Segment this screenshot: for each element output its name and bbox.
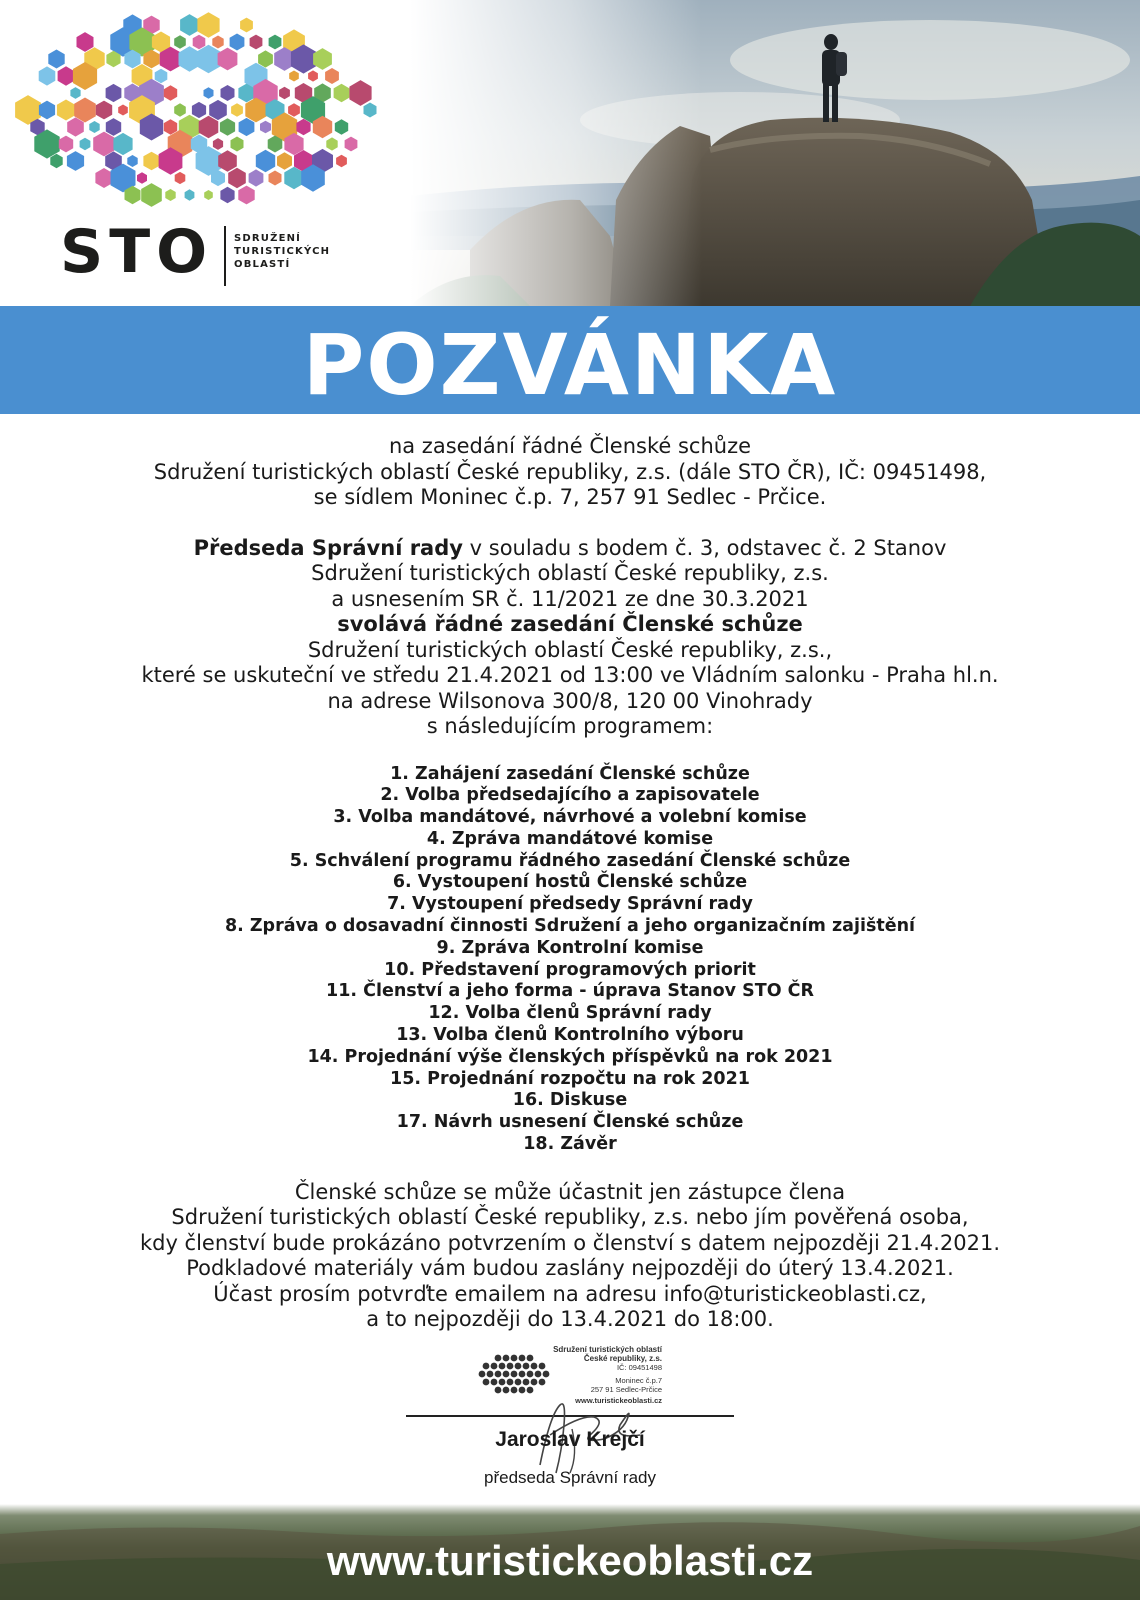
stamp-dot bbox=[495, 1355, 502, 1362]
agenda-item: 7. Vystoupení předsedy Správní rady bbox=[387, 894, 753, 915]
logo-subtitle bbox=[234, 232, 330, 271]
logo-hexagon bbox=[289, 71, 299, 82]
convocation-paragraph bbox=[40, 536, 1100, 740]
stamp-dot bbox=[511, 1371, 518, 1378]
invitation-body bbox=[40, 434, 1100, 1333]
logo-hexagon bbox=[204, 190, 213, 200]
logo-hexagon bbox=[288, 103, 300, 117]
logo-hexagon bbox=[118, 105, 128, 116]
stamp-dot bbox=[499, 1363, 506, 1370]
stamp-dot bbox=[479, 1371, 486, 1378]
stamp-dot bbox=[523, 1363, 530, 1370]
logo-hexagon bbox=[335, 119, 348, 135]
logo-hexagon bbox=[231, 103, 243, 117]
stamp-line: IČ: 09451498 bbox=[616, 1363, 662, 1372]
logo-hexagon bbox=[249, 169, 264, 186]
logo-hexagon bbox=[269, 171, 282, 186]
logo-hexagon bbox=[250, 35, 263, 50]
stamp-dot bbox=[495, 1371, 502, 1378]
logo-hexagon bbox=[228, 168, 246, 188]
stamp-dot bbox=[531, 1379, 538, 1386]
stamp-dot bbox=[523, 1379, 530, 1386]
logo-hexagon bbox=[277, 152, 292, 169]
logo-hexagon bbox=[106, 118, 121, 136]
stamp-dot bbox=[531, 1363, 538, 1370]
header bbox=[0, 0, 1140, 306]
logo-hexagon bbox=[89, 121, 99, 133]
logo-hexagon bbox=[141, 183, 162, 207]
logo-hexagon bbox=[70, 87, 80, 99]
stamp-dot bbox=[515, 1363, 522, 1370]
agenda-item: 5. Schválení programu řádného zasedání Členské schůze bbox=[289, 850, 851, 871]
stamp-dot bbox=[519, 1371, 526, 1378]
convocation-line: Sdružení turistických oblastí České republiky, z.s., bbox=[307, 637, 833, 662]
closing-line: kdy členství bude prokázáno potvrzením o členství s datem nejpozději 21.4.2021. bbox=[139, 1230, 1001, 1255]
logo-hexagon bbox=[106, 84, 122, 102]
logo-subtitle-line: SDRUŽENÍ bbox=[234, 233, 302, 244]
stamp-dot bbox=[515, 1379, 522, 1386]
logo-hexagon bbox=[127, 155, 137, 167]
logo-hexagon bbox=[57, 100, 75, 121]
stamp-dot bbox=[507, 1379, 514, 1386]
convocation-bold-lead: Předseda Správní rady bbox=[193, 535, 463, 560]
logo-hexagon bbox=[260, 121, 271, 134]
logo-hexagon bbox=[113, 133, 132, 155]
logo-hexagon bbox=[96, 101, 112, 120]
stamp-dot bbox=[519, 1355, 526, 1362]
stamp-dot bbox=[527, 1355, 534, 1362]
logo-hexagon bbox=[175, 172, 186, 184]
signatory-role: předseda Správní rady bbox=[484, 1468, 656, 1487]
logo-hexagon bbox=[279, 87, 290, 99]
logo-hexagon bbox=[155, 69, 168, 84]
stamp-dot bbox=[499, 1379, 506, 1386]
stamp-line: 257 91 Sedlec-Prčice bbox=[590, 1385, 662, 1394]
convocation-line-bold: svolává řádné zasedání Členské schůze bbox=[337, 612, 803, 636]
logo-hexagon bbox=[221, 85, 235, 101]
logo-hexagon bbox=[165, 189, 175, 201]
intro-line: Sdružení turistických oblastí České republiky, z.s. (dále STO ČR), IČ: 09451498, bbox=[153, 459, 987, 484]
logo-hexagon bbox=[164, 85, 177, 100]
logo-hexagon bbox=[218, 48, 238, 71]
logo-subtitle-line: TURISTICKÝCH bbox=[234, 246, 331, 257]
hexagon-mosaic-logo-graphic bbox=[14, 10, 414, 220]
closing-line: Sdružení turistických oblastí České republiky, z.s. nebo jím pověřená osoba, bbox=[171, 1205, 969, 1230]
intro-line: na zasedání řádné Členské schůze bbox=[388, 434, 752, 458]
logo-wordmark: STO bbox=[60, 217, 214, 287]
agenda-item: 18. Závěr bbox=[523, 1134, 617, 1155]
stamp-line: www.turistickeoblasti.cz bbox=[575, 1396, 662, 1405]
logo-hexagon bbox=[231, 137, 244, 152]
logo-hexagon bbox=[50, 154, 62, 168]
convocation-line: na adrese Wilsonova 300/8, 120 00 Vinohrady bbox=[327, 688, 813, 713]
stamp-dot bbox=[483, 1379, 490, 1386]
logo-hexagon bbox=[77, 32, 94, 52]
agenda-item: 11. Členství a jeho forma - úprava Stanov STO ČR bbox=[326, 981, 814, 1002]
logo-hexagon bbox=[48, 50, 64, 69]
stamp-dot bbox=[527, 1371, 534, 1378]
logo-hexagon bbox=[220, 187, 234, 203]
agenda-item: 14. Projednání výše členských příspěvků na rok 2021 bbox=[307, 1046, 833, 1067]
agenda-item: 8. Zpráva o dosavadní činnosti Sdružení a jeho organizačním zajištění bbox=[224, 916, 916, 937]
convocation-line bbox=[40, 536, 1100, 562]
stamp-dot bbox=[503, 1355, 510, 1362]
logo-hexagon bbox=[67, 151, 84, 171]
logo-hexagon bbox=[336, 155, 347, 167]
logo-hexagon bbox=[39, 66, 56, 85]
logo-divider bbox=[224, 226, 226, 286]
logo-hexagon bbox=[349, 80, 371, 106]
agenda-item: 17. Návrh usnesení Členské schůze bbox=[396, 1112, 744, 1133]
stamp-dot bbox=[527, 1387, 534, 1394]
closing-line: Podkladové materiály vám budou zaslány nejpozději do úterý 13.4.2021. bbox=[186, 1256, 954, 1281]
stamp-dot bbox=[491, 1363, 498, 1370]
logo-hexagon bbox=[204, 87, 214, 99]
logo-hexagon bbox=[230, 34, 245, 51]
stamp-dot bbox=[519, 1387, 526, 1394]
agenda-list bbox=[40, 764, 1100, 1156]
logo-hexagon bbox=[197, 12, 219, 38]
logo-hexagon bbox=[220, 118, 235, 136]
logo-hexagon bbox=[334, 84, 350, 102]
stamp-dot bbox=[495, 1387, 502, 1394]
agenda-item: 4. Zpráva mandátové komise bbox=[426, 828, 714, 849]
agenda-item: 6. Vystoupení hostů Členské schůze bbox=[392, 872, 748, 893]
logo-hexagon bbox=[258, 50, 273, 67]
agenda-item: 1. Zahájení zasedání Členské schůze bbox=[390, 763, 750, 784]
convocation-line: a usnesením SR č. 11/2021 ze dne 30.3.2021 bbox=[331, 586, 809, 611]
logo-hexagon bbox=[174, 35, 186, 48]
stamp-dot bbox=[507, 1363, 514, 1370]
footer-website-link[interactable]: www.turistickeoblasti.cz bbox=[326, 1537, 814, 1584]
logo-hexagon bbox=[313, 48, 332, 70]
logo-hexagon bbox=[239, 118, 255, 136]
logo-hexagon bbox=[58, 66, 75, 85]
stamp-dot bbox=[535, 1371, 542, 1378]
logo-hexagon bbox=[174, 103, 186, 116]
intro-paragraph bbox=[40, 434, 1100, 511]
intro-line: se sídlem Moninec č.p. 7, 257 91 Sedlec - Prčice. bbox=[313, 485, 827, 509]
agenda-item: 15. Projednání rozpočtu na rok 2021 bbox=[390, 1068, 750, 1089]
logo-hexagon bbox=[209, 100, 227, 120]
closing-line: a to nejpozději do 13.4.2021 do 18:00. bbox=[366, 1307, 774, 1332]
logo-hexagon bbox=[193, 35, 206, 50]
stamp-dot bbox=[503, 1371, 510, 1378]
convocation-line: Sdružení turistických oblastí České republiky, z.s. bbox=[311, 561, 829, 585]
agenda-item: 16. Diskuse bbox=[512, 1090, 628, 1111]
logo-subtitle-line: OBLASTÍ bbox=[234, 259, 291, 270]
stamp-dot bbox=[491, 1379, 498, 1386]
stamp-line: České republiky, z.s. bbox=[583, 1354, 662, 1363]
spacer bbox=[40, 511, 1100, 536]
logo-hexagon bbox=[308, 70, 318, 81]
stamp-dot bbox=[543, 1371, 550, 1378]
stamp-dot bbox=[487, 1371, 494, 1378]
logo-hexagon bbox=[137, 172, 147, 184]
stamp-dot bbox=[539, 1363, 546, 1370]
convocation-lead-rest: v souladu s bodem č. 3, odstavec č. 2 Stanov bbox=[462, 535, 947, 560]
logo-hexagon bbox=[185, 189, 195, 200]
stamp-dot bbox=[511, 1387, 518, 1394]
logo-hexagon bbox=[212, 36, 223, 49]
agenda-item: 3. Volba mandátové, návrhové a volební komise bbox=[333, 807, 807, 828]
convocation-line: s následujícím programem: bbox=[426, 714, 714, 738]
logo-hexagon bbox=[345, 137, 358, 152]
closing-paragraph bbox=[40, 1180, 1100, 1333]
logo-hexagon bbox=[95, 168, 112, 188]
agenda-item: 2. Volba předsedajícího a zapisovatele bbox=[380, 785, 760, 806]
stamp-dot bbox=[483, 1363, 490, 1370]
stamp-dot bbox=[503, 1387, 510, 1394]
logo-hexagon bbox=[213, 138, 223, 150]
logo-hexagon bbox=[325, 68, 339, 84]
agenda-item: 12. Volba členů Správní rady bbox=[428, 1003, 712, 1024]
logo-hexagon bbox=[192, 102, 206, 118]
stamp-dot bbox=[539, 1379, 546, 1386]
logo-hexagon bbox=[80, 138, 91, 150]
logo-hexagon bbox=[199, 116, 219, 139]
logo-hexagon bbox=[180, 14, 199, 36]
stamp-line: Sdružení turistických oblastí bbox=[553, 1345, 662, 1354]
closing-line: Členské schůze se může účastnit jen zástupce člena bbox=[294, 1179, 846, 1204]
agenda-item: 10. Představení programových priorit bbox=[384, 959, 756, 980]
header-photo-hiker-on-rock bbox=[410, 0, 1140, 306]
logo-hexagon bbox=[364, 103, 377, 118]
signatory-name: Jaroslav Krejčí bbox=[495, 1428, 645, 1451]
logo-hexagon bbox=[143, 152, 159, 171]
logo-hexagon bbox=[240, 18, 253, 33]
logo-hexagon bbox=[238, 186, 254, 205]
agenda-item: 13. Volba členů Kontrolního výboru bbox=[396, 1025, 744, 1046]
sto-logo bbox=[14, 10, 414, 300]
logo-hexagon bbox=[326, 137, 337, 150]
convocation-line: které se uskuteční ve středu 21.4.2021 od 13:00 ve Vládním salonku - Praha hl.n. bbox=[141, 663, 999, 687]
logo-hexagon bbox=[164, 119, 177, 135]
logo-hexagon bbox=[39, 101, 55, 120]
stamp-line: Moninec č.p.7 bbox=[615, 1376, 662, 1385]
agenda-item: 9. Zpráva Kontrolní komise bbox=[436, 937, 704, 958]
page-title: POZVÁNKA bbox=[302, 316, 838, 414]
stamp-dot bbox=[511, 1355, 518, 1362]
logo-hexagon bbox=[269, 35, 282, 50]
logo-hexagon bbox=[256, 150, 275, 172]
closing-line: Účast prosím potvrďte emailem na adresu info@turistickeoblasti.cz, bbox=[213, 1281, 927, 1306]
logo-hexagon bbox=[59, 136, 73, 153]
logo-hexagon bbox=[196, 45, 221, 74]
